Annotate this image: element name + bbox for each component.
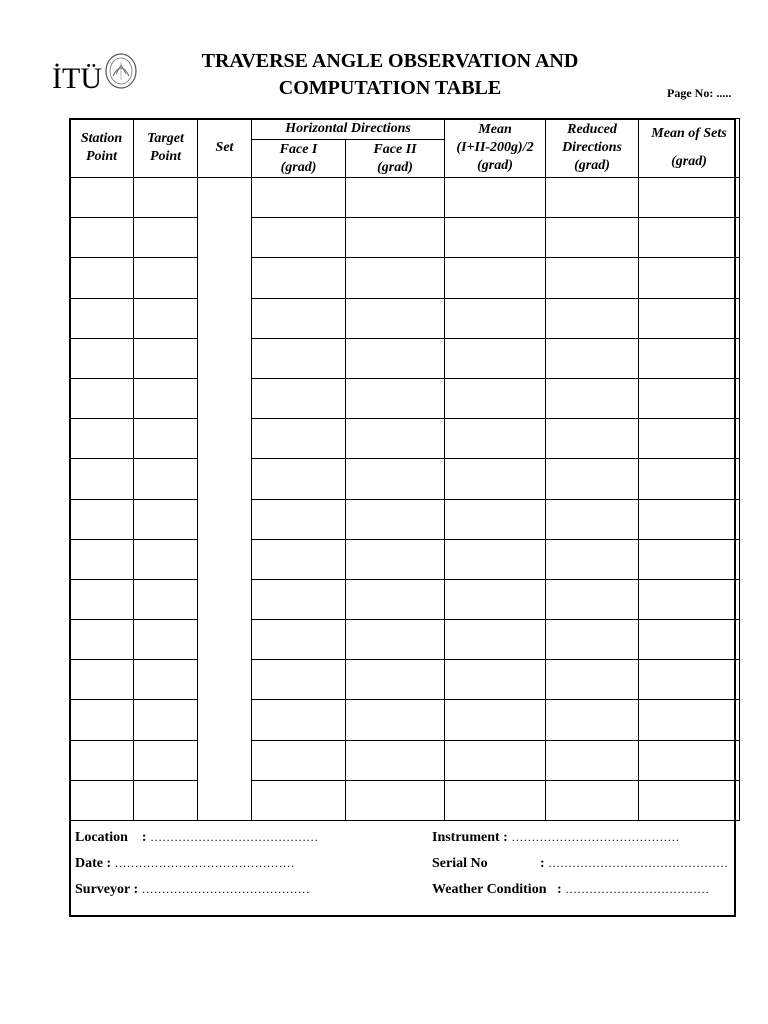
location-field[interactable]: Location : …………………………………… xyxy=(75,830,319,845)
header-target-point: Target Point xyxy=(134,119,198,178)
surveyor-field[interactable]: Surveyor : …………………………………… xyxy=(75,882,310,897)
table-frame xyxy=(69,118,736,917)
weather-condition-field[interactable]: Weather Condition : ……………………………… xyxy=(432,882,710,897)
page-title-line2: COMPUTATION TABLE xyxy=(278,77,502,99)
serial-no-field[interactable]: Serial No : ……………………………………… xyxy=(432,856,729,871)
header-mean: Mean (I+II-200g)/2 (grad) xyxy=(445,119,546,178)
date-field[interactable]: Date : ……………………………………… xyxy=(75,856,295,871)
header-station-point: Station Point xyxy=(70,119,134,178)
header-face1: Face I (grad) xyxy=(252,140,346,178)
instrument-field[interactable]: Instrument : …………………………………… xyxy=(432,830,680,845)
page-number: Page No: ..... xyxy=(667,86,732,100)
logo-text: İTÜ xyxy=(52,62,102,95)
header-reduced-directions: Reduced Directions (grad) xyxy=(546,119,639,178)
header-set: Set xyxy=(198,119,252,178)
university-seal-icon xyxy=(104,52,138,90)
header-horizontal-directions: Horizontal Directions xyxy=(252,119,445,140)
page-title-line1: TRAVERSE ANGLE OBSERVATION AND xyxy=(201,50,579,72)
footer-info xyxy=(69,821,736,917)
header-mean-of-sets: Mean of Sets (grad) xyxy=(639,119,740,178)
header-face2: Face II (grad) xyxy=(346,140,445,178)
itu-logo xyxy=(52,52,142,100)
